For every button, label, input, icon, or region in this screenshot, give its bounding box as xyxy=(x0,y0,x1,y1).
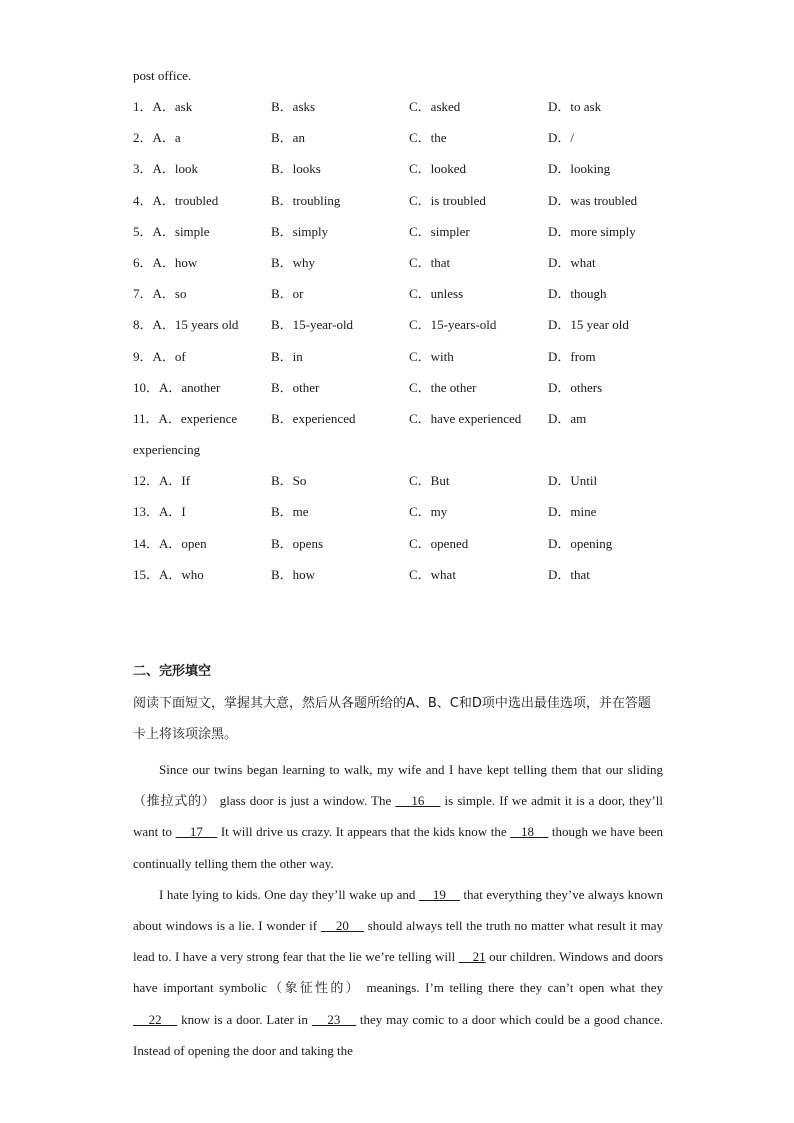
passage-text: they may comic to a door which could be a good chance. Instead of opening the door and taking the xyxy=(133,1011,663,1058)
option-row xyxy=(133,193,663,224)
option-d: D．that xyxy=(548,566,590,582)
option-row xyxy=(133,349,663,380)
option-row xyxy=(133,224,663,255)
option-a: 6．A．how xyxy=(133,254,198,270)
cloze-section xyxy=(133,664,663,750)
option-c: C．with xyxy=(409,348,454,364)
option-row xyxy=(133,317,663,348)
option-a: 7．A．so xyxy=(133,286,187,302)
option-row xyxy=(133,567,663,598)
option-wrap-text: experiencing xyxy=(133,442,201,458)
option-b: B．how xyxy=(271,566,316,582)
passage-text: I hate lying to kids. One day they’ll wake up and xyxy=(159,886,419,902)
option-b: B．other xyxy=(271,379,320,395)
option-b: B．or xyxy=(271,286,304,302)
option-c: C．15-years-old xyxy=(409,317,497,333)
option-c: C．is troubled xyxy=(409,192,486,208)
option-b: B．asks xyxy=(271,99,316,114)
option-d: D．others xyxy=(548,379,603,395)
option-row xyxy=(133,380,663,411)
option-c: C．what xyxy=(409,566,456,582)
option-d: D．opening xyxy=(548,535,613,551)
passage xyxy=(133,754,663,1066)
option-d: D．15 year old xyxy=(548,317,629,333)
option-d: D．looking xyxy=(548,161,611,177)
blank-19: 19 xyxy=(418,886,460,902)
option-b: B．experienced xyxy=(271,410,356,426)
option-d: D．more simply xyxy=(548,223,636,239)
blank-18: 18 xyxy=(510,824,549,840)
option-row xyxy=(133,161,663,192)
option-a: 8．A．15 years old xyxy=(133,317,239,333)
option-d: D．was troubled xyxy=(548,192,638,208)
option-c: C．looked xyxy=(409,161,467,177)
option-c: C．have experienced xyxy=(409,410,522,426)
option-row xyxy=(133,411,663,442)
option-c: C．that xyxy=(409,254,451,270)
option-d: D．/ xyxy=(548,130,575,146)
blank-17: 17 xyxy=(175,824,218,840)
carryover-text: post office. xyxy=(133,68,192,83)
passage-text: Since our twins began learning to walk, my wife and I have kept telling them that our sliding （推拉式的） glass door is just a window. The xyxy=(133,762,663,809)
option-d: D．from xyxy=(548,348,596,364)
option-c: C．simpler xyxy=(409,223,470,239)
passage-paragraph xyxy=(133,754,663,879)
option-a: 14．A．open xyxy=(133,535,207,551)
blank-22: 22 xyxy=(133,1011,178,1027)
option-a: 1．A．ask xyxy=(133,99,193,114)
option-c: C．opened xyxy=(409,535,469,551)
option-b: B．an xyxy=(271,130,305,146)
option-d: D．to ask xyxy=(548,99,602,114)
blank-16: 16 xyxy=(395,793,441,809)
option-row xyxy=(133,255,663,286)
option-a: 2．A．a xyxy=(133,130,181,146)
blank-20: 20 xyxy=(320,918,364,934)
option-a: 15．A．who xyxy=(133,566,204,582)
option-row xyxy=(133,536,663,567)
blank-21: 21 xyxy=(458,949,486,965)
passage-text: that everything they’ve always known about windows is a lie. I wonder if xyxy=(133,886,663,934)
option-d: D．though xyxy=(548,286,607,302)
option-b: B．why xyxy=(271,254,316,270)
passage-text: though we have been continually telling them the other way. xyxy=(133,824,664,871)
option-a: 12．A．If xyxy=(133,473,191,489)
options-list xyxy=(133,99,663,598)
option-b: B．me xyxy=(271,504,309,520)
option-c: C．my xyxy=(409,504,448,520)
option-c: C．asked xyxy=(409,99,461,114)
option-b: B．15-year-old xyxy=(271,317,354,333)
option-b: B．opens xyxy=(271,535,324,551)
option-a: 3．A．look xyxy=(133,161,199,177)
option-c: C．the other xyxy=(409,379,477,395)
option-d: D．what xyxy=(548,254,596,270)
option-c: C．unless xyxy=(409,286,464,302)
passage-paragraph xyxy=(133,879,663,1066)
option-row xyxy=(133,130,663,161)
option-a: 13．A．I xyxy=(133,504,186,520)
passage-text: It will drive us crazy. It appears that the kids know the xyxy=(217,824,511,840)
section-instructions: 阅读下面短文，掌握其大意，然后从各题所给的A、B、C和D项中选出最佳选项，并在答题卡上将该项涂黑。 xyxy=(133,696,651,742)
passage-text: is simple. If we admit it is a door, they’ll want to xyxy=(133,793,663,840)
option-b: B．simply xyxy=(271,223,329,239)
option-c: C．But xyxy=(409,473,450,489)
option-b: B．troubling xyxy=(271,192,341,208)
option-row xyxy=(133,99,663,130)
option-b: B．in xyxy=(271,348,303,364)
section-title: 二、完形填空 xyxy=(133,664,212,679)
option-d: D．mine xyxy=(548,504,597,520)
option-a: 11．A．experience xyxy=(133,410,238,426)
option-row xyxy=(133,473,663,504)
option-a: 5．A．simple xyxy=(133,223,210,239)
passage-text: should always tell the truth no matter what result it may lead to. I have a very strong fear that the lie we’re telling will xyxy=(133,918,663,965)
option-a: 10．A．another xyxy=(133,379,221,395)
option-row xyxy=(133,286,663,317)
passage-text: know is a door. Later in xyxy=(177,1011,312,1027)
passage-text: our children. Windows and doors have important symbolic（象征性的） meanings. I’m telling there they can’t open what they xyxy=(133,949,664,996)
option-d: D．am xyxy=(548,410,587,426)
option-d: D．Until xyxy=(548,473,598,489)
option-c: C．the xyxy=(409,130,447,146)
option-a: 4．A．troubled xyxy=(133,192,219,208)
option-row xyxy=(133,504,663,535)
blank-23: 23 xyxy=(311,1011,356,1027)
option-b: B．looks xyxy=(271,161,321,177)
option-a: 9．A．of xyxy=(133,348,186,364)
option-b: B．So xyxy=(271,473,307,489)
